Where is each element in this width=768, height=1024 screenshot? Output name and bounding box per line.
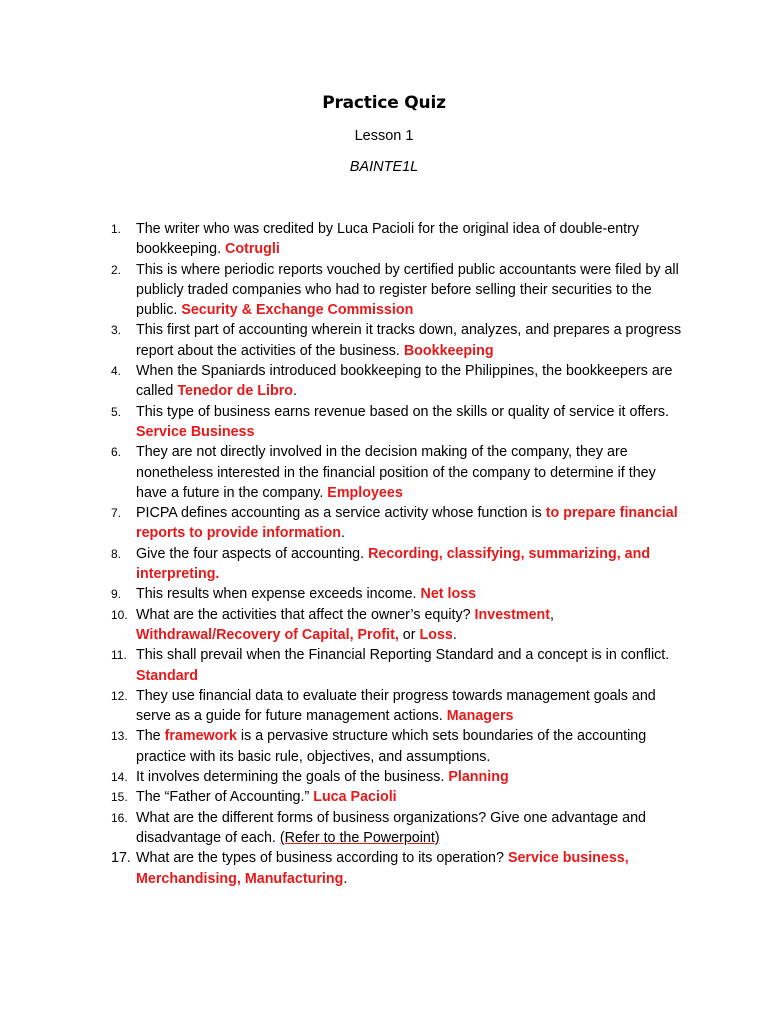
- question-text: What are the types of business according to its operation?: [136, 850, 508, 867]
- answer-text: Net loss: [420, 586, 477, 603]
- question-number: 13.: [111, 729, 128, 744]
- answer-text: Service Business: [136, 423, 255, 440]
- question-number: 17.: [111, 850, 131, 867]
- question-text: When the Spaniards introduced bookkeeping to the Philippines, the bookkeepers are called: [136, 363, 673, 400]
- question-number: 14.: [111, 770, 128, 785]
- question-item: [0, 726, 768, 767]
- question-item: [0, 848, 768, 889]
- answer-text: Loss: [419, 626, 453, 643]
- question-item: [0, 605, 768, 646]
- question-text: This results when expense exceeds income.: [136, 586, 421, 603]
- answer-text: Planning: [448, 769, 509, 786]
- answer-text: Investment: [474, 606, 551, 623]
- question-item: [0, 686, 768, 727]
- question-text: .: [293, 383, 298, 400]
- question-item: [0, 584, 768, 604]
- answer-text: Cotrugli: [225, 241, 280, 258]
- answer-text: Luca Pacioli: [313, 789, 397, 806]
- question-text: ,: [550, 606, 555, 623]
- question-item: [0, 320, 768, 361]
- course-code: BAINTE1L: [349, 159, 419, 175]
- question-number: 7.: [111, 506, 122, 521]
- question-number: 16.: [111, 810, 128, 825]
- question-item: [0, 260, 768, 321]
- answer-text: Security & Exchange Commission: [181, 302, 414, 319]
- answer-text: framework: [164, 728, 237, 745]
- question-item: [0, 767, 768, 787]
- question-text: It involves determining the goals of the business.: [136, 769, 449, 786]
- question-text: This shall prevail when the Financial Reporting Standard and a concept is in conflict.: [136, 647, 670, 664]
- quiz-title: Practice Quiz: [322, 93, 446, 113]
- question-number: 1.: [111, 222, 122, 236]
- question-text: This first part of accounting wherein it tracks down, analyzes, and prepares a progress report about the activities of the business.: [136, 322, 682, 359]
- answer-text: Standard: [136, 667, 198, 684]
- question-item: [0, 442, 768, 503]
- question-number: 11.: [111, 648, 127, 663]
- question-text: PICPA defines accounting as a service activity whose function is: [136, 505, 546, 522]
- question-list: [0, 219, 768, 889]
- lesson-subtitle: Lesson 1: [354, 128, 414, 144]
- question-text: .: [343, 870, 348, 887]
- question-item: [0, 645, 768, 686]
- question-number: 10.: [111, 607, 128, 622]
- question-text: They use financial data to evaluate their progress towards management goals and serve as a guide for future management actions.: [136, 687, 656, 725]
- question-text: The: [136, 728, 165, 745]
- question-text: They are not directly involved in the decision making of the company, they are nonetheless interested in the financial position of the company to determine if they have a future in the company.: [136, 444, 656, 501]
- question-item: [0, 361, 768, 402]
- answer-text: Recording, classifying, summarizing, and interpreting.: [136, 545, 651, 583]
- question-number: 9.: [111, 587, 122, 602]
- question-number: 5.: [111, 404, 122, 419]
- question-item: [0, 544, 768, 585]
- question-text: or: [398, 626, 420, 643]
- question-text: The “Father of Accounting.”: [136, 789, 314, 806]
- question-number: 6.: [111, 445, 122, 460]
- question-text: The writer who was credited by Luca Pacioli for the original idea of double-entry bookkeeping.: [136, 221, 640, 258]
- question-number: 8.: [111, 546, 122, 561]
- question-text: This type of business earns revenue based on the skills or quality of service it offers.: [136, 403, 669, 420]
- question-number: 15.: [111, 790, 128, 805]
- question-item: [0, 808, 768, 849]
- question-item: [0, 219, 768, 260]
- answer-text: Tenedor de Libro: [177, 383, 294, 400]
- question-item: [0, 503, 768, 544]
- answer-text: to prepare financial reports to provide information: [136, 505, 678, 542]
- question-text: This is where periodic reports vouched by certified public accountants were filed by all publicly traded companies who had to register before selling their securities to the public.: [136, 261, 679, 319]
- question-text: Give the four aspects of accounting.: [136, 545, 369, 562]
- question-text: What are the different forms of business organizations? Give one advantage and disadvantage of each.: [136, 809, 646, 846]
- question-item: [0, 402, 768, 443]
- question-text: .: [452, 626, 457, 643]
- question-text: is a pervasive structure which sets boundaries of the accounting practice with its basic rule, objectives, and assumptions.: [136, 728, 647, 765]
- reference-note: (Refer to the Powerpoint): [279, 829, 440, 846]
- question-item: [0, 787, 768, 807]
- question-number: 2.: [111, 262, 122, 277]
- answer-text: Service business, Merchandising, Manufacturing: [136, 850, 629, 887]
- answer-text: Managers: [446, 708, 514, 725]
- answer-text: Bookkeeping: [403, 342, 494, 359]
- question-text: .: [340, 525, 345, 542]
- answer-text: Employees: [327, 484, 403, 501]
- question-text: What are the activities that affect the owner’s equity?: [136, 606, 475, 623]
- question-number: 12.: [111, 688, 128, 703]
- question-number: 3.: [111, 323, 122, 338]
- answer-text: Withdrawal/Recovery of Capital, Profit,: [136, 626, 399, 643]
- question-number: 4.: [111, 364, 122, 379]
